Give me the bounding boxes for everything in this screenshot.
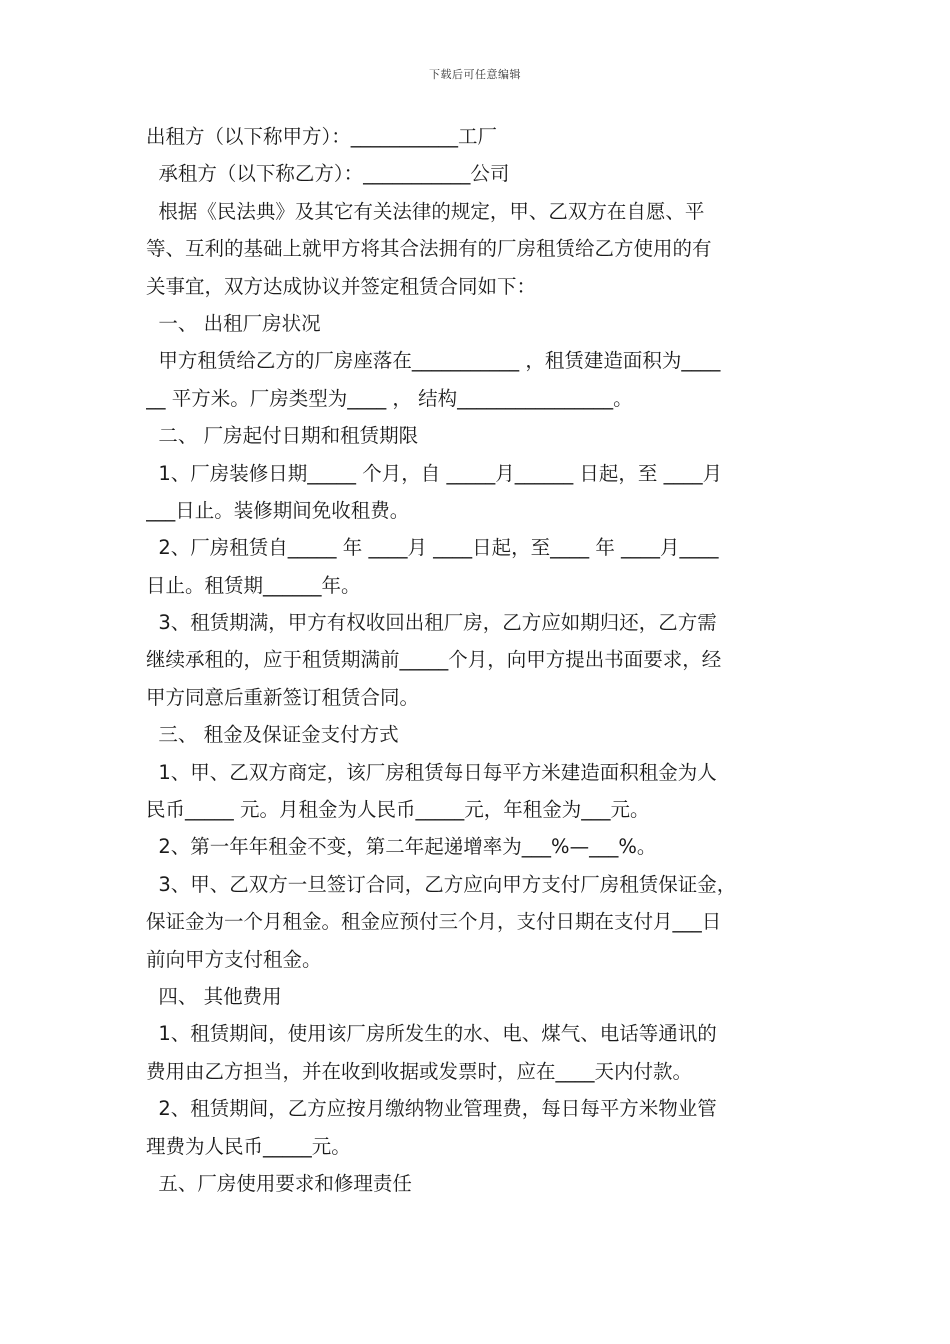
text-line: ___日止。装修期间免收租费。 [146, 498, 410, 522]
text-line: __ 平方米。厂房类型为____ ， 结构________________。 [146, 386, 633, 410]
text-line: 继续承租的，应于租赁期满前_____个月，向甲方提出书面要求，经 [146, 648, 722, 672]
text-line: 2、第一年年租金不变，第二年起递增率为___%—___%。 [146, 835, 657, 859]
text-line: 根据《民法典》及其它有关法律的规定，甲、乙双方在自愿、平 [146, 199, 705, 223]
section-heading: 一、 出租厂房状况 [146, 311, 321, 335]
text-line: 费用由乙方担当，并在收到收据或发票时，应在____天内付款。 [146, 1059, 693, 1083]
text-line: 前向甲方支付租金。 [146, 947, 322, 971]
text-line: 甲方租赁给乙方的厂房座落在___________ ，租赁建造面积为____ [146, 349, 721, 373]
text-line: 1、租赁期间，使用该厂房所发生的水、电、煤气、电话等通讯的 [146, 1022, 717, 1046]
text-line: 2、租赁期间，乙方应按月缴纳物业管理费，每日每平方米物业管 [146, 1097, 717, 1121]
section-heading: 四、 其他费用 [146, 984, 282, 1008]
text-line: 3、甲、乙双方一旦签订合同，乙方应向甲方支付厂房租赁保证金， [146, 872, 737, 896]
text-line: 关事宜，双方达成协议并签定租赁合同如下： [146, 274, 537, 298]
text-line: 出租方（以下称甲方）：___________工厂 [146, 125, 498, 148]
text-line: 1、甲、乙双方商定，该厂房租赁每日每平方米建造面积租金为人 [146, 760, 717, 784]
section-heading: 二、 厂房起付日期和租赁期限 [146, 424, 419, 448]
text-line: 2、厂房租赁自_____ 年 ____月 ____日起，至____ 年 ____月____ [146, 536, 719, 560]
text-line: 理费为人民币_____元。 [146, 1134, 351, 1158]
section-heading: 五、厂房使用要求和修理责任 [146, 1171, 412, 1195]
document-body [146, 118, 810, 1202]
text-line: 等、互利的基础上就甲方将其合法拥有的厂房租赁给乙方使用的有 [146, 237, 712, 261]
text-line: 甲方同意后重新签订租赁合同。 [146, 685, 420, 709]
text-line: 日止。租赁期______年。 [146, 573, 361, 597]
text-line: 承租方（以下称乙方）：___________公司 [146, 162, 510, 186]
text-line: 保证金为一个月租金。租金应预付三个月，支付日期在支付月___日 [146, 910, 722, 934]
text-line: 3、租赁期满，甲方有权收回出租厂房，乙方应如期归还，乙方需 [146, 611, 717, 635]
page-header: 下载后可任意编辑 [429, 68, 521, 81]
text-line: 1、厂房装修日期_____ 个月，自 _____月______ 日起，至 ____月 [146, 461, 723, 485]
section-heading: 三、 租金及保证金支付方式 [146, 723, 399, 747]
text-line: 民币_____ 元。月租金为人民币_____元，年租金为___元。 [146, 798, 650, 822]
